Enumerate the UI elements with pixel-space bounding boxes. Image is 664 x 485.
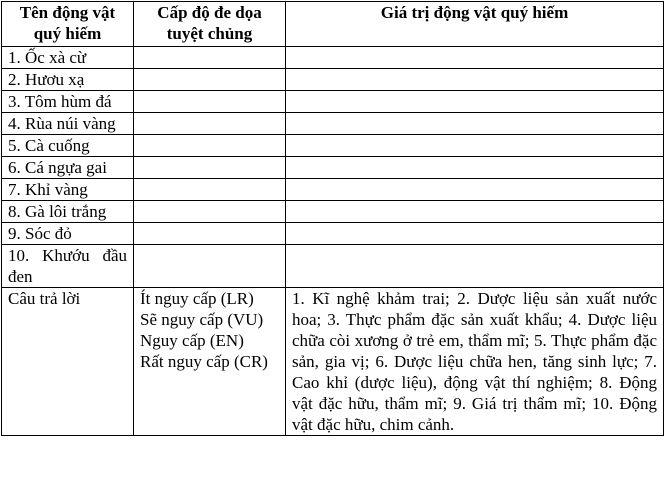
animal-name-cell: 2. Hươu xạ (2, 69, 134, 91)
header-animal-value: Giá trị động vật quý hiếm (286, 2, 664, 47)
threat-level-cell (134, 201, 286, 223)
animal-name-cell: 1. Ốc xà cừ (2, 47, 134, 69)
table-row (2, 91, 664, 113)
values-answer: 1. Kĩ nghệ khảm trai; 2. Dược liệu sản xuất nước hoa; 3. Thực phẩm đặc sản xuất khẩu; 4. Dược liệu chữa còi xương ở trẻ em, thẩm mĩ; 5. Thực phẩm đặc sản, gia vị; 6. Dược liệu chữa hen, tăng sinh lực; 7. Cao khỉ (dược liệu), động vật thí nghiệm; 8. Động vật đặc hữu, thẩm mĩ; 9. Giá trị thẩm mĩ; 10. Động vật đặc hữu, chim cảnh. (286, 288, 664, 436)
header-threat-level: Cấp độ đe dọa tuyệt chủng (134, 2, 286, 47)
answer-row (2, 288, 664, 436)
table-row (2, 47, 664, 69)
animal-name-cell: 8. Gà lôi trắng (2, 201, 134, 223)
animal-name-cell: 6. Cá ngựa gai (2, 157, 134, 179)
threat-level-item: Rất nguy cấp (CR) (140, 352, 268, 371)
threat-level-item: Ít nguy cấp (LR) (140, 289, 254, 308)
answer-label: Câu trả lời (2, 288, 134, 436)
threat-level-cell (134, 223, 286, 245)
rare-animals-table (1, 1, 664, 436)
animal-name-cell: 5. Cà cuống (2, 135, 134, 157)
table-row (2, 113, 664, 135)
threat-level-cell (134, 245, 286, 288)
animal-name-cell: 7. Khỉ vàng (2, 179, 134, 201)
value-cell (286, 69, 664, 91)
header-animal-name: Tên động vật quý hiếm (2, 2, 134, 47)
threat-level-cell (134, 69, 286, 91)
threat-level-cell (134, 179, 286, 201)
animal-name-cell: 10. Khướu đầu đen (2, 245, 134, 288)
value-cell (286, 201, 664, 223)
animal-name-cell: 3. Tôm hùm đá (2, 91, 134, 113)
table-row (2, 69, 664, 91)
table-row (2, 245, 664, 288)
threat-level-cell (134, 113, 286, 135)
threat-level-cell (134, 47, 286, 69)
value-cell (286, 223, 664, 245)
threat-level-cell (134, 157, 286, 179)
threat-level-cell (134, 91, 286, 113)
value-cell (286, 113, 664, 135)
threat-levels-answer (134, 288, 286, 436)
animal-name-cell: 9. Sóc đỏ (2, 223, 134, 245)
animal-name-cell: 4. Rùa núi vàng (2, 113, 134, 135)
value-cell (286, 47, 664, 69)
value-cell (286, 135, 664, 157)
value-cell (286, 179, 664, 201)
table-row (2, 157, 664, 179)
value-cell (286, 157, 664, 179)
threat-level-cell (134, 135, 286, 157)
table-row (2, 179, 664, 201)
value-cell (286, 91, 664, 113)
table-row (2, 135, 664, 157)
threat-level-item: Nguy cấp (EN) (140, 331, 244, 350)
header-row (2, 2, 664, 47)
value-cell (286, 245, 664, 288)
threat-level-item: Sẽ nguy cấp (VU) (140, 310, 264, 329)
table-row (2, 223, 664, 245)
table-row (2, 201, 664, 223)
